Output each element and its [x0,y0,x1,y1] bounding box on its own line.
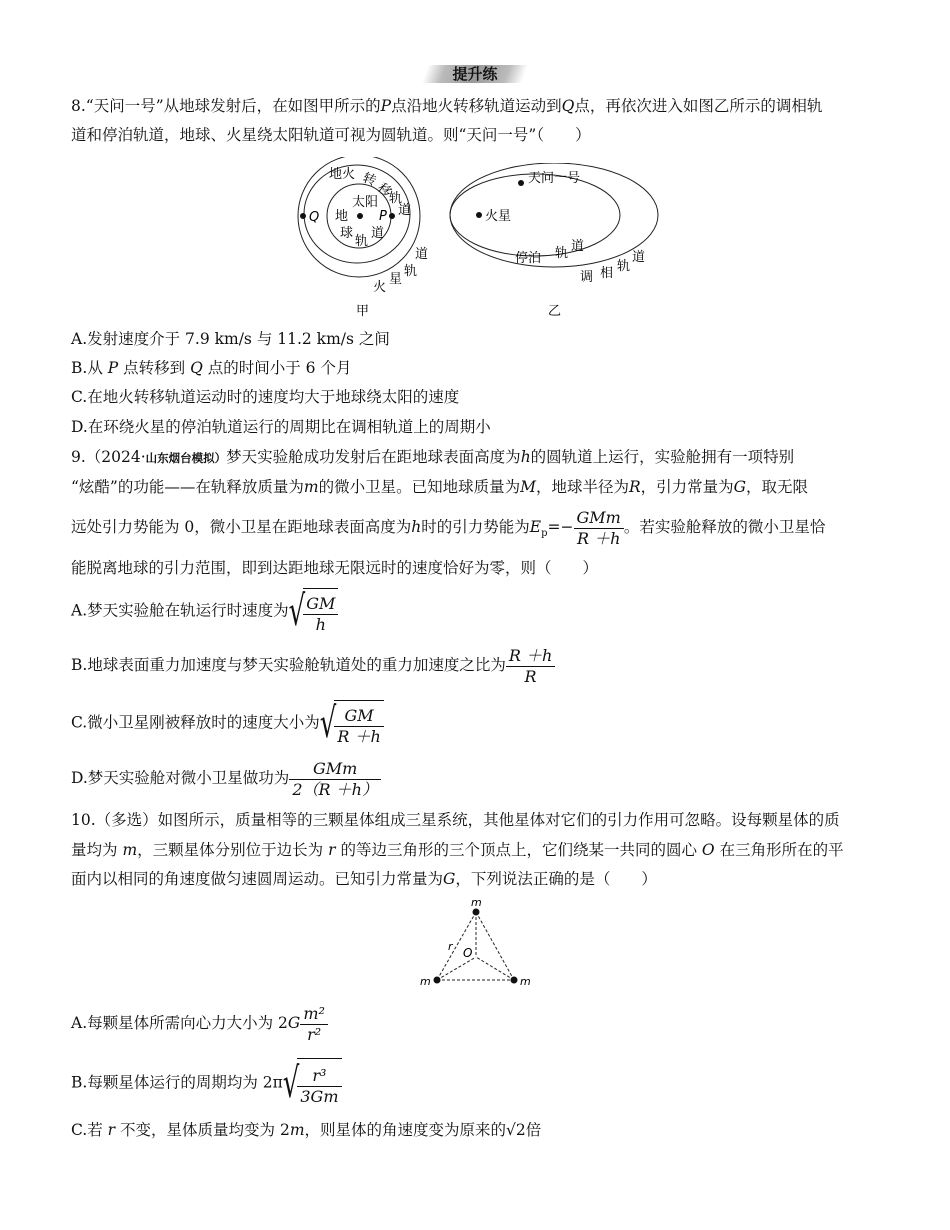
q9-stem-line4: 能脱离地球的引力范围，即到达距地球无限远时的速度恰好为零，则（ ） [71,559,599,577]
q8-stem-line1: 8.“天问一号”从地球发射后，在如图甲所示的P点沿地火转移轨道运动到Q点，再依次进入如图乙所示的调相轨 [71,97,823,115]
point-p-dot [389,213,395,219]
label-r: r [448,940,453,953]
label-o: O [463,946,473,960]
label-phasing-orbit-3: 轨 [617,259,631,274]
q9-stem-line3: 远处引力势能为 0，微小卫星在距地球表面高度为h时的引力势能为$E_p=-$ $\frac{\text{GMm}}{R +h}$ 。若实验舱释放的微小卫星恰 [71,507,826,548]
caption-yi: 乙 [548,304,562,319]
sun-dot [357,213,363,219]
q10-stem-line2: 量均为 m，三颗星体分别位于边长为 r 的等边三角形的三个顶点上，它们绕某一共同的圆心 O 在三角形所在的平 [71,841,844,859]
label-parking-orbit-2: 轨 [555,246,569,261]
label-transfer-orbit-3: 移 [374,180,395,201]
label-parking-orbit-3: 道 [571,239,585,254]
header-title: 提升练 [452,65,498,83]
point-q-dot [300,213,306,219]
label-transfer-orbit-2: 转 [360,170,378,190]
label-q: Q [309,210,320,225]
label-mars: 火星 [485,209,512,224]
label-phasing-orbit-2: 相 [600,266,614,281]
q9-option-d: D.梦天实验舱对微小卫星做功为 $\frac{\text{GMm}}{2(R +h)}$ [71,756,381,800]
label-transfer-orbit-5: 道 [398,203,412,218]
label-earth-orbit-4: 道 [371,226,385,241]
star-left [434,977,441,984]
section-header [425,63,525,85]
label-earth-orbit-3: 轨 [355,234,369,249]
star-top [473,909,480,916]
sqrt-expression: √ $\frac{GM}{R +h}$ [320,700,384,747]
label-m-top: m [471,896,482,909]
label-phasing-orbit-4: 道 [632,250,646,265]
q8-option-a: A.发射速度介于 7.9 km/s 与 11.2 km/s 之间 [71,330,390,348]
q8-option-c: C.在地火转移轨道运动时的速度均大于地球绕太阳的速度 [71,388,460,406]
label-p: P [379,209,387,224]
label-transfer-orbit-4: 轨 [389,191,403,206]
q10-option-a: A.每颗星体所需向心力大小为 2G $\frac{\text{m²}}{\text{r²}}$ [71,1001,328,1045]
label-sun: 太阳 [352,195,379,210]
q10-three-star-figure [415,895,535,995]
mars-dot [476,212,482,218]
q10-stem-line1: 10.（多选）如图所示，质量相等的三颗星体组成三星系统，其他星体对它们的引力作用可忽略。设每颗星体的质 [71,811,840,829]
star-right [511,977,518,984]
label-transfer-orbit-1: 地火 [329,167,356,182]
label-mars-orbit-2: 轨 [404,264,418,279]
probe-dot [518,180,524,186]
q9-source-tag: 山东烟台模拟） [145,451,227,465]
potential-energy-fraction: $\frac{\text{GMm}}{R +h}$ [574,508,624,549]
q10-stem-line3: 面内以相同的角速度做匀速圆周运动。已知引力常量为G，下列说法正确的是（ ） [71,870,657,888]
sqrt-expression: √ $\frac{\text{r³}}{3Gm}$ [283,1058,342,1109]
q9-option-b: B.地球表面重力加速度与梦天实验舱轨道处的重力加速度之比为 $\frac{R +h}{R}$ [71,643,555,687]
label-probe: 天问一号 [528,171,581,186]
label-mars-orbit-1: 道 [415,247,429,262]
label-m-right: m [520,975,531,988]
label-earth-orbit-1: 地 [335,209,349,224]
label-parking-orbit-1: 停泊 [515,251,542,266]
q10-option-c: C.若 r 不变，星体质量均变为 2m，则星体的角速度变为原来的√2倍 [71,1121,542,1139]
q8-figure-yi [448,163,668,323]
label-phasing-orbit-1: 调 [580,270,594,285]
label-mars-orbit-3: 星 [389,272,403,287]
sqrt-expression: √ $\frac{GM}{h}$ [289,588,339,635]
label-earth-orbit-2: 球 [340,226,354,241]
q10-option-b: B.每颗星体运行的周期均为 2π√ $\frac{\text{r³}}{3Gm}$ [71,1058,342,1109]
label-mars-orbit-4: 火 [373,280,387,295]
q9-option-a: A.梦天实验舱在轨运行时速度为√ $\frac{GM}{h}$ [71,588,338,635]
label-m-left: m [420,975,431,988]
q8-option-d: D.在环绕火星的停泊轨道运行的周期比在调相轨道上的周期小 [71,418,491,436]
caption-jia: 甲 [356,304,370,319]
parking-orbit-ellipse [450,174,620,256]
q8-stem-line2: 道和停泊轨道，地球、火星绕太阳轨道可视为圆轨道。则“天问一号”（ ） [71,126,591,144]
q8-option-b: B.从 P 点转移到 Q 点的时间小于 6 个月 [71,359,352,377]
q8-figure-jia [295,157,435,322]
q9-stem-line2: “炫酷”的功能——在轨释放质量为m的微小卫星。已知地球质量为M，地球半径为R，引力常量为G，取无限 [71,478,809,496]
q9-option-c: C.微小卫星刚被释放时的速度大小为√ $\frac{GM}{R +h}$ [71,700,384,747]
q9-stem-line1: 9.（2024·山东烟台模拟）梦天实验舱成功发射后在距地球表面高度为h的圆轨道上运行，实验舱拥有一项特别 [71,448,795,466]
